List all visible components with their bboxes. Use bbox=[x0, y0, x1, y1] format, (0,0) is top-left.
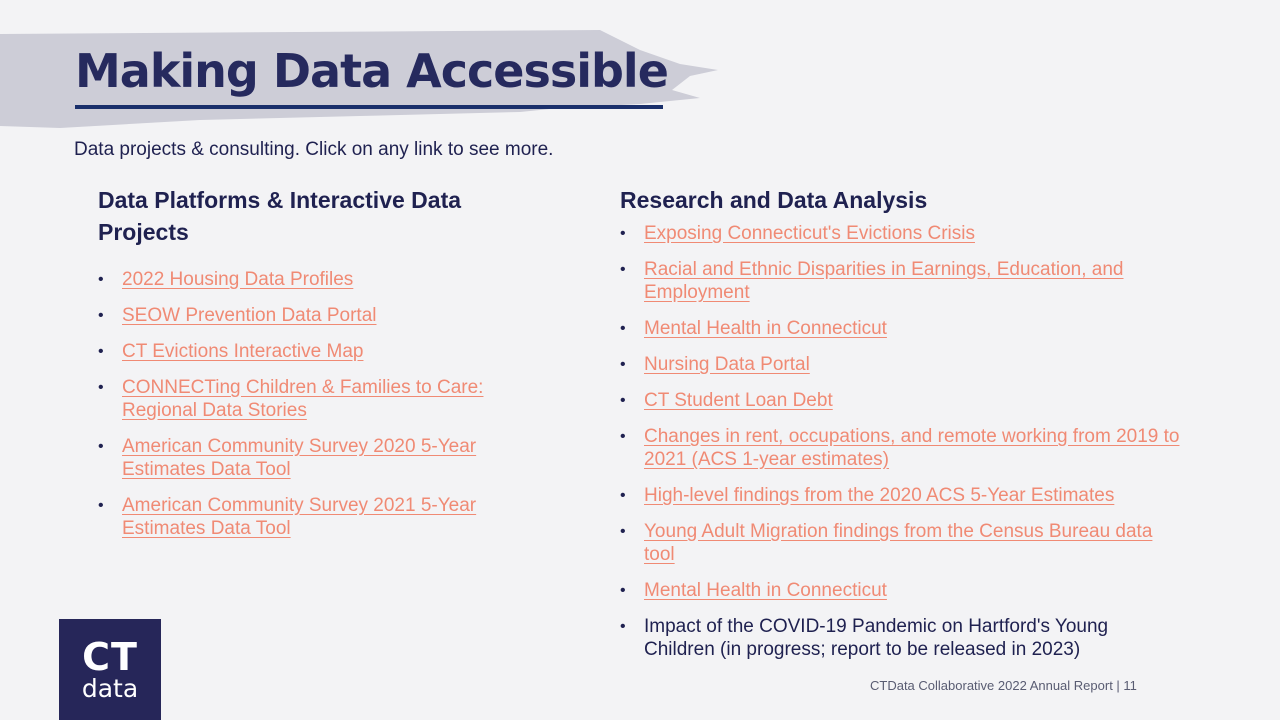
list-item bbox=[620, 579, 1180, 602]
footer-text: CTData Collaborative 2022 Annual Report | 11 bbox=[870, 678, 1137, 693]
list-item bbox=[620, 222, 1180, 245]
link-ct-evictions-map[interactable]: CT Evictions Interactive Map bbox=[122, 341, 364, 362]
link-racial-ethnic-disparities[interactable]: Racial and Ethnic Disparities in Earnings, Education, and Employment bbox=[644, 259, 1124, 303]
title-underline bbox=[75, 105, 663, 109]
link-connecting-children-stories[interactable]: CONNECTing Children & Families to Care: Regional Data Stories bbox=[122, 377, 484, 421]
list-item bbox=[98, 268, 538, 291]
page-subtitle: Data projects & consulting. Click on any link to see more. bbox=[74, 139, 554, 160]
list-item bbox=[98, 304, 538, 327]
list-item bbox=[620, 520, 1180, 566]
link-acs-2020-tool[interactable]: American Community Survey 2020 5-Year Estimates Data Tool bbox=[122, 436, 477, 480]
link-rent-occupations-changes[interactable]: Changes in rent, occupations, and remote working from 2019 to 2021 (ACS 1-year estimates) bbox=[644, 426, 1180, 470]
logo-line1: CT bbox=[82, 635, 138, 679]
link-student-loan-debt[interactable]: CT Student Loan Debt bbox=[644, 390, 833, 411]
list-item bbox=[620, 353, 1180, 376]
list-item bbox=[620, 425, 1180, 471]
research-heading: Research and Data Analysis bbox=[620, 187, 928, 213]
link-young-adult-migration[interactable]: Young Adult Migration findings from the Census Bureau data tool bbox=[644, 521, 1153, 565]
link-seow-prevention-portal[interactable]: SEOW Prevention Data Portal bbox=[122, 305, 377, 326]
data-platforms-list bbox=[98, 268, 538, 540]
link-mental-health-ct[interactable]: Mental Health in Connecticut bbox=[644, 318, 887, 339]
data-platforms-column bbox=[98, 184, 538, 553]
covid-impact-text: Impact of the COVID-19 Pandemic on Hartford's Young Children (in progress; report to be released in 2023) bbox=[644, 616, 1109, 660]
list-item bbox=[98, 340, 538, 363]
list-item bbox=[98, 494, 538, 540]
list-item bbox=[620, 615, 1180, 661]
list-item bbox=[98, 376, 538, 422]
data-platforms-heading: Data Platforms & Interactive Data Projects bbox=[98, 187, 462, 245]
link-acs-2020-findings[interactable]: High-level findings from the 2020 ACS 5-Year Estimates bbox=[644, 485, 1115, 506]
list-item bbox=[620, 484, 1180, 507]
list-item bbox=[620, 389, 1180, 412]
list-item bbox=[98, 435, 538, 481]
link-acs-2021-tool[interactable]: American Community Survey 2021 5-Year Estimates Data Tool bbox=[122, 495, 477, 539]
link-housing-data-profiles[interactable]: 2022 Housing Data Profiles bbox=[122, 269, 354, 290]
logo-line2: data bbox=[81, 674, 139, 703]
page-title: Making Data Accessible bbox=[75, 44, 668, 98]
list-item bbox=[620, 258, 1180, 304]
link-mental-health-ct-2[interactable]: Mental Health in Connecticut bbox=[644, 580, 887, 601]
ctdata-logo bbox=[59, 619, 161, 720]
research-column bbox=[620, 184, 1180, 674]
research-list bbox=[620, 222, 1180, 661]
link-nursing-data-portal[interactable]: Nursing Data Portal bbox=[644, 354, 810, 375]
list-item bbox=[620, 317, 1180, 340]
link-evictions-crisis[interactable]: Exposing Connecticut's Evictions Crisis bbox=[644, 223, 975, 244]
